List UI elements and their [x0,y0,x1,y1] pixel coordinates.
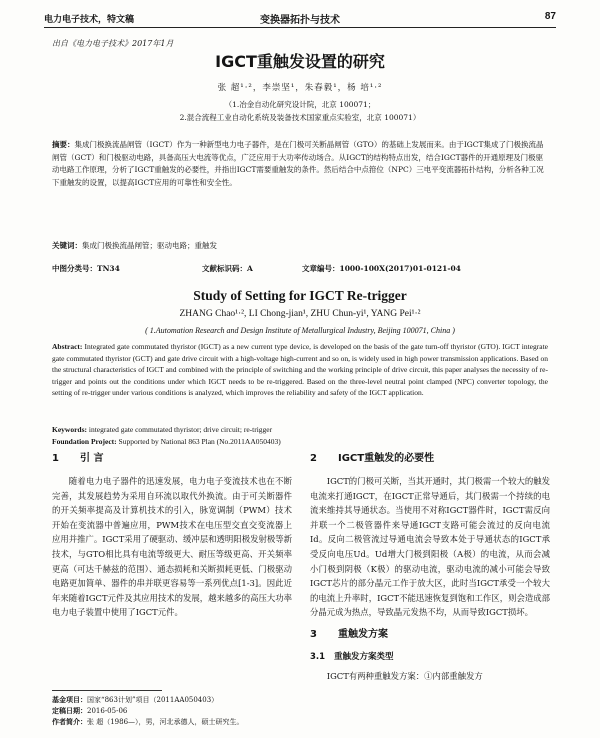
abstract-en-label: Abstract: [52,342,83,351]
foundation-en [52,437,548,446]
footnote-fund-text: 国家“863计划”项目（2011AA050403） [87,696,219,704]
abstract-cn-text: 集成门极换流晶闸管（IGCT）作为一种新型电力电子器件，是在门极可关断晶闸管（GTO）的基础上发展而来。由于IGCT集成了门极换流晶闸管（GCT）和门极驱动电路，具备高压大电流等优点，广泛应用于大功率传动场合。从IGCT的结构特点出发，结合IGCT器件的开通原理及门极驱动电路工作原理，分析了IGCT重触发的必要性，并指出IGCT需要重触发的条件。然后结合中点箝位（NPC）三电平变流器拓扑结构，分析各种工况下重触发的设置，以提高IGCT应用的可靠性和安全性。 [52,140,544,187]
section-3-heading [310,628,550,642]
running-header [44,10,556,26]
citation-line: 出自《电力电子技术》2017年1月 [52,39,174,48]
section-2-number: 2 [310,453,317,464]
footnote-rule [52,690,162,691]
section-1-heading [52,452,292,466]
footnote-author-text: 张 超（1986—），男，河北承德人，硕士研究生。 [87,718,244,726]
section-2-heading [310,452,550,466]
affiliation-en: ( 1.Automation Research and Design Institute of Metallurgical Industry, Beijing 100071, China ) [145,326,455,335]
subsection-3-1-number: 3.1 [310,651,326,662]
keywords-cn [52,240,548,253]
abstract-en-text: Integrated gate commutated thyristor (IGCT) as a new current type device, is developed on the basis of the gate turn-off thyristor (GTO). IGCT integrate gate commutated thyristor (GCT) and gate drive circuit with a high-voltage high-current and so on, is widely used in high power transmission applications. Based on the structural characteristics of IGCT and combined with the principle of switching and the working principle of drive circuit, this paper analyses the necessity of re-trigger and points out the conditions under which IGCT needs to be re-triggered. Based on the three-level neutral point clamped (NPC) converter topology, the setting of re-trigger under various conditions is analyzed, which improves the reliability and safety of the IGCT application. [52,342,549,398]
header-rule [44,27,556,28]
document-code: 文献标识码：A [202,264,253,273]
footnote-date-label: 定稿日期： [52,707,87,715]
keywords-cn-label: 关键词： [52,241,82,250]
keywords-en [52,425,548,434]
section-3-paragraph: IGCT有两种重触发方案：①内部重触发方 [326,670,483,681]
section-1-paragraph: 随着电力电子器件的迅速发展，电力电子变流技术也在不断完善，其发展趋势为采用自环流以取代外换流。由于可关断器件的开关频率提高及计算机技术的引入，脉宽调制（PWM）技术开始在变流器中普遍应用，PWM技术在电压型交直交变流器上应用并推广。IGCT采用了硬驱动、缓冲层和透明阳极发射极等新技术，与GTO相比具有电流等级更大、耐压等级更高、开关频率更高（可达千赫兹的范围）、通态损耗和关断损耗更低、门极驱动电路更加简单、器件的串并联更容易等一系列优点[1-3]。因此近年来随着IGCT元件及其应用技术的发展，越来越多的高压大功率电力电子装置中使用了IGCT元件。 [52,476,292,618]
keywords-cn-text: 集成门极换流晶闸管；驱动电路；重触发 [82,241,217,250]
section-1-number: 1 [52,453,59,464]
footnote-author-label: 作者简介： [52,718,87,726]
right-column [310,452,550,683]
abstract-cn-label: 摘要： [52,140,75,149]
section-2-title: IGCT重触发的必要性 [338,453,435,464]
class-number: 中图分类号：TN34 [52,264,120,273]
authors-cn: 张 超¹·²，李崇坚¹，朱春毅¹，杨 培¹·² [217,83,383,93]
footnotes [52,695,302,728]
authors-en: ZHANG Chao¹·², LI Chong-jian¹, ZHU Chun-yi¹, YANG Pei¹·² [179,309,421,319]
subsection-3-1-title: 重触发方案类型 [334,651,394,662]
footnote-date [52,706,302,717]
article-number: 文章编号：1000-100X(2017)01-0121-04 [302,264,461,273]
footnote-fund [52,695,302,706]
section-heading: 变换器拓扑与技术 [260,15,340,26]
affiliation-cn-2: 2.混合流程工业自动化系统及装备技术国家重点实验室，北京 100071） [179,113,421,122]
keywords-en-text: integrated gate commutated thyristor; drive circuit; re-trigger [88,425,273,434]
foundation-en-label: Foundation Project: [52,437,117,446]
subsection-3-1-heading [310,650,550,665]
section-3-title: 重触发方案 [338,628,388,640]
section-3-number: 3 [310,628,317,640]
affiliation-cn-1: （1.冶金自动化研究设计院，北京 100071； [224,100,376,109]
footnote-fund-label: 基金项目： [52,696,87,704]
section-2-paragraph: IGCT的门极可关断，当其开通时，其门极需一个较大的触发电流来打通IGCT，在IGCT正常导通后，其门极需一个持续的电流来维持其导通状态。当使用不对称IGCT器件时，IGCT需反向并联一个二极管器件来导通IGCT支路可能会流过的反向电流Id。反向二极管流过导通电流会导致本处于导通状态的IGCT承受反向电压Ud。Ud增大门极到阳极（A极）的电流，从而会减小门极到阴极（K极）的驱动电流，驱动电流的减小可能会导致IGCT芯片的部分晶元工作于放大区，此时当IGCT承受一个较大的电流上升率时，IGCT不能迅速恢复到饱和工作区，则会造成部分晶元成为热点，导致晶元发热不均，从而导致IGCT损坏。 [310,476,550,618]
footnote-date-text: 2016-05-06 [87,707,128,715]
left-column [52,452,292,620]
journal-name: 电力电子技术，特文稿 [44,15,135,25]
foundation-en-text: Supported by National 863 Plan (No.2011AA050403) [118,437,281,446]
footnote-author [52,717,302,728]
abstract-cn [52,139,548,189]
section-1-title: 引 言 [80,453,104,464]
title-en: Study of Setting for IGCT Re-trigger [193,288,407,303]
title-cn: IGCT重触发设置的研究 [215,52,385,71]
keywords-en-label: Keywords: [52,425,87,434]
abstract-en [52,341,548,399]
page-number: 87 [544,11,556,22]
